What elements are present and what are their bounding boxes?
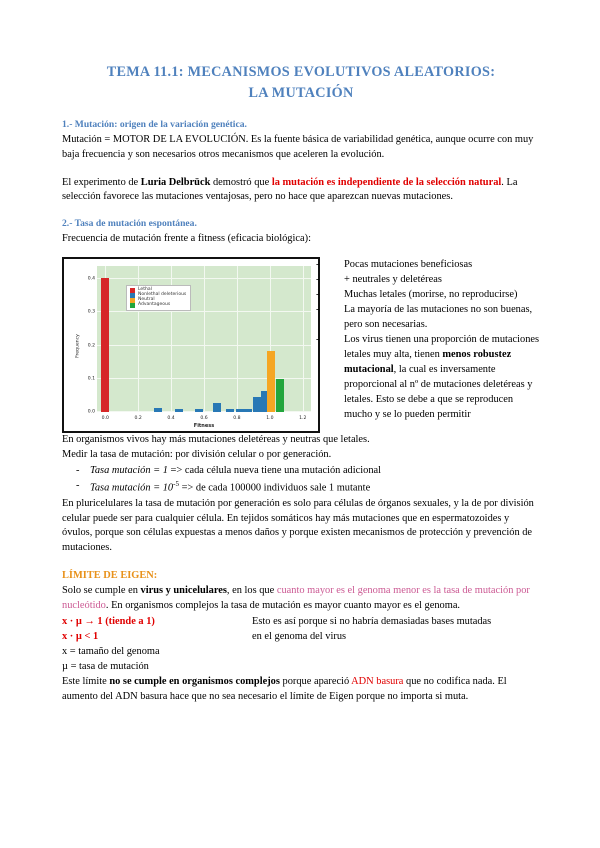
rate-exponent: -5 (173, 480, 179, 489)
chart-bar (244, 409, 252, 412)
eigen2-text-a: Este límite (62, 676, 110, 688)
chart-bar (175, 409, 183, 412)
title-line-1: TEMA 11.1: MECANISMOS EVOLUTIVOS ALEATORIOS: (106, 64, 496, 80)
page-title (62, 62, 540, 103)
eigen-paragraph-1 (62, 584, 540, 614)
bullet-text: + neutrales y deletéreas (344, 273, 442, 285)
title-line-2: LA MUTACIÓN (248, 84, 354, 101)
bullet-text: Pocas mutaciones beneficiosas (344, 258, 473, 270)
chart-y-axis-label: Frequency (75, 334, 81, 358)
rate-description: => cada célula nueva tiene una mutación adicional (167, 465, 382, 477)
chart-side-bullets (316, 257, 540, 423)
rate-list-item (90, 479, 540, 496)
x-tick-label: 0.4 (167, 415, 175, 421)
section-2-lead: Frecuencia de mutación frente a fitness (eficacia biológica): (62, 233, 311, 245)
legend-label: Neutral (138, 296, 155, 302)
mutation-rate-list (62, 464, 540, 496)
bullet-item: - La mayoría de las mutaciones no son buenas, pero son necesarias. (316, 303, 533, 330)
chart-bar (101, 278, 109, 412)
robustez-mutacional-bold: menos robustez mutacional (344, 348, 512, 375)
bullet-item: - Pocas mutaciones beneficiosas (316, 258, 473, 270)
formula-x-mu-tends-1: x · µ → 1 (tiende a 1) (62, 615, 155, 627)
y-tick-label: 0.0 (87, 409, 95, 415)
legend-label: Lethal (138, 286, 152, 292)
x-tick-label: 1.2 (299, 415, 307, 421)
virus-unicelulares-bold: virus y unicelulares (140, 584, 227, 596)
eigen-text-b: , en los que (226, 584, 277, 596)
virus-text-b: , la cual es inversamente proporcional al nº de mutaciones deletéreas y letales. Esto se debe a que se reproducen mucho y se lo pueden permitir (344, 363, 533, 420)
mutation-fitness-chart (62, 257, 320, 433)
section-2-heading: 2.- Tasa de mutación espontánea. (62, 218, 197, 230)
bullet-item: - + neutrales y deletéreas (316, 273, 442, 285)
eigen-formula-row-1 (62, 615, 540, 630)
chart-bar (253, 397, 261, 412)
formula-x-definition: x = tamaño del genoma (62, 646, 160, 658)
y-tick-label: 0.1 (87, 376, 95, 382)
chart-bar (267, 351, 275, 412)
chart-x-axis-label: Fitness (193, 422, 215, 429)
rate-list-item (90, 464, 540, 479)
eigen-paragraph-2 (62, 675, 540, 705)
adn-basura-highlight: ADN basura (351, 676, 404, 688)
x-tick-label: 0.8 (233, 415, 241, 421)
chart-bar (195, 409, 203, 412)
legend-label: Advantageous (138, 301, 171, 307)
legend-label: Nonlethal deleterious (138, 291, 187, 297)
eigen-text-c: . En organismos complejos la tasa de mutación es mayor cuanto mayor es el genoma. (105, 599, 461, 611)
after-chart-line-1: En organismos vivos hay más mutaciones deletéreas y neutras que letales. (62, 433, 370, 445)
chart-bar (213, 403, 221, 412)
chart-bar (154, 408, 162, 412)
no-se-cumple-bold: no se cumple en organismos complejos (109, 676, 280, 688)
x-tick-label: 0.0 (101, 415, 109, 421)
eigen-limit-heading: LÍMITE DE EIGEN: (62, 569, 158, 581)
eigen-text-a: Solo se cumple en (62, 584, 141, 596)
section-1-paragraph-1: Mutación = MOTOR DE LA EVOLUCIÓN. Es la fuente básica de variabilidad genética, aunque ocurre con muy baja frecuencia y son necesarios otros mecanismos que aceleren la evolución. (62, 134, 534, 160)
formula-x-mu-lt-1: x · µ < 1 (62, 631, 99, 643)
after-chart-line-2: Medir la tasa de mutación: por división celular o por generación. (62, 448, 332, 460)
bullet-text: Muchas letales (morirse, no reproducirse) (344, 288, 518, 300)
rate-formula: Tasa mutación = 10 (90, 482, 174, 494)
luria-delbruck-bold: Luria Delbrück (140, 176, 211, 188)
section-1-heading: 1.- Mutación: origen de la variación genética. (62, 119, 247, 131)
x-tick-label: 1.0 (266, 415, 274, 421)
chart-legend (126, 285, 191, 311)
x-tick-label: 0.6 (200, 415, 208, 421)
formula-note-1: Esto es así porque si no habría demasiadas bases mutadas (252, 615, 492, 627)
formula-note-2: en el genoma del virus (252, 631, 347, 643)
eigen2-text-c: que no codifica nada. El aumento del ADN basura hace que no sea necesario el límite de Eigen porque no importa si muta. (62, 676, 507, 703)
y-tick-label: 0.4 (87, 276, 95, 282)
chart-bar (236, 409, 244, 412)
chart-and-bullets-row (62, 257, 540, 433)
section-1-paragraph-2 (62, 176, 540, 206)
formula-mu-definition: µ = tasa de mutación (62, 661, 149, 673)
eigen-formula-row-2 (62, 630, 540, 645)
grid-line-vertical (204, 266, 205, 412)
bullet-text: La mayoría de las mutaciones no son buenas, pero son necesarias. (344, 303, 533, 330)
chart-bar (226, 409, 234, 412)
rate-formula: Tasa mutación = 1 (90, 465, 168, 477)
eigen2-text-b: porque apareció (279, 676, 352, 688)
rate-description: => de cada 100000 individuos sale 1 mutante (178, 482, 371, 494)
legend-item (130, 303, 186, 308)
y-tick-label: 0.2 (87, 343, 95, 349)
luria-mid-text: demostró que (210, 176, 272, 188)
grid-line-vertical (237, 266, 238, 412)
chart-bar (276, 379, 284, 412)
section-2-closing: En pluricelulares la tasa de mutación por generación es solo para células de órganos sexuales, y la de por división celular puede ser para cualquier célula. En tejidos somáticos hay más mutaciones que en espermatozoides y óvulos, porque son células expuestas a menos daños y porque existen mecanismos de protección y prevención de mutaciones. (62, 497, 534, 554)
genome-rate-highlight: cuanto mayor es el genoma menor es la tasa de mutación por nucleótido (62, 584, 530, 611)
mutation-independent-highlight: la mutación es independiente de la selección natural (271, 176, 502, 188)
bullet-item-virus: - Los virus tienen una proporción de mutaciones letales muy alta, tienen menos robustez mutacional, la cual es inversamente proporcional al nº de mutaciones deletéreas y letales. Esto se debe a que se reproducen mucho y se lo pueden permitir (316, 333, 540, 420)
x-tick-label: 0.2 (134, 415, 142, 421)
luria-end-text: . La selección favorece las mutaciones ventajosas, pero no hace que aparezcan nuevas mutaciones. (62, 176, 518, 203)
virus-text-a: Los virus tienen una proporción de mutaciones letales muy alta, tienen (344, 333, 540, 360)
grid-line-vertical (303, 266, 304, 412)
legend-swatch (130, 303, 135, 308)
bullet-item: - Muchas letales (morirse, no reproducirse) (316, 288, 518, 300)
y-tick-label: 0.3 (87, 309, 95, 315)
luria-intro-text: El experimento de (62, 176, 141, 188)
